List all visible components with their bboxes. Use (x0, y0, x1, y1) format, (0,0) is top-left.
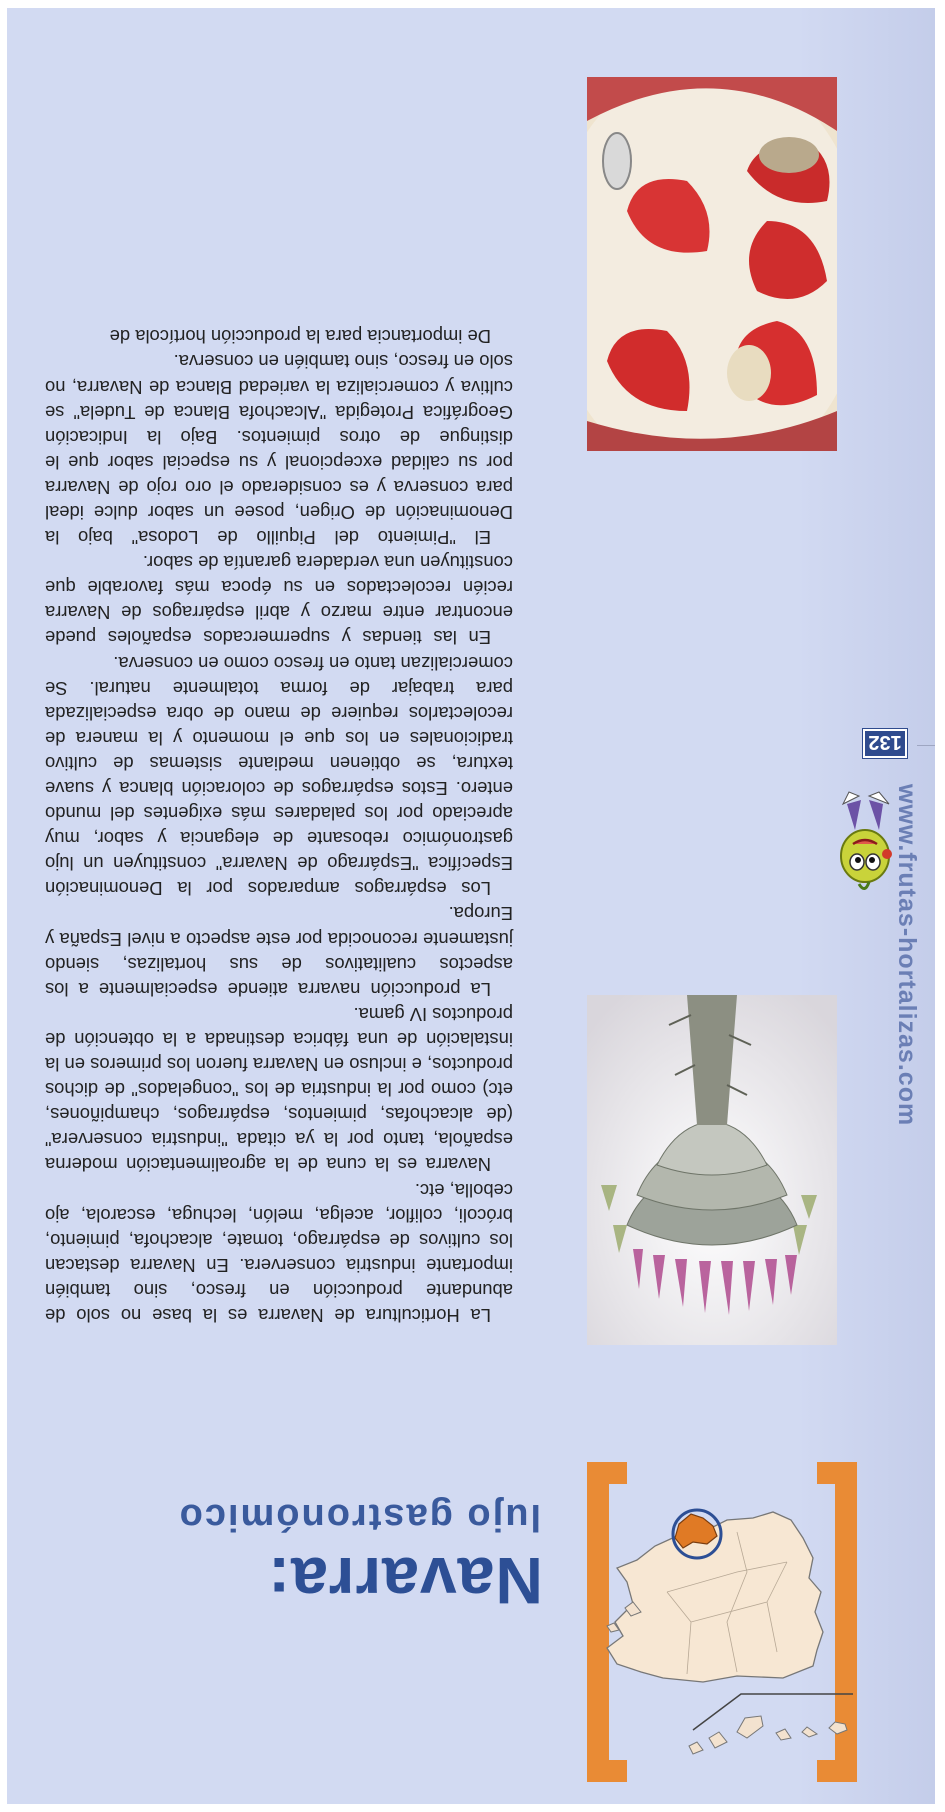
article-body (45, 324, 513, 1328)
fold-line (917, 745, 935, 746)
paragraph: De importancia para la producción hortícola de (109, 326, 491, 348)
paragraph: En las tiendas y supermercados españoles puede encontrar entre marzo y abril espárragos de Navarra recién recolectados en su época más favorable que constituyen una verdadera garantía de sabor. (45, 552, 513, 649)
paragraph: Los espárragos amparados por la Denominación Específica "Espárrago de Navarra" constituyen un lujo gastronómico rebosante de elegancia y sabor, muy apreciado por los paladares más exigentes del mundo entero. Estos espárragos de coloración blanca y suave textura, se obtienen mediante sistemas de cultivo tradicionales en los que el momento y la manera de recolectarlos requiere de mano de obra especializada para trabajar de forma totalmente natural. Se comercializan tanto en fresco como en conserva. (45, 652, 513, 900)
paragraph: Navarra es la cuna de la agroalimentación moderna española, tanto por la ya citada "industria conservera" (de alcachofas, pimientos, espárragos, champiñones, etc) como por la industria de los "congelados" de dichos productos, e incluso en Navarra fueron los primeros en la instalación de una fábrica destinada a la obtención de productos IV gama. (45, 1003, 513, 1176)
paragraph: El "Pimiento del Piquillo de Lodosa" bajo la Denominación de Origen, posee un sabor dulce ideal para conserva y es considerado el oro rojo de Navarra por su calidad excepcional y su especial sabor que le distingue de otros pimientos. Bajo la Indicación Geográfica Protegida "Alcachofa Blanca de Tudela" se cultiva y comercializa la variedad Blanca de Navarra, no solo en fresco, sino también en conserva. (45, 351, 513, 549)
page-title: Navarra: (267, 1544, 543, 1618)
page-number-badge: 132 (863, 729, 907, 758)
page-subtitle: lujo gastronómico (177, 1496, 541, 1538)
website-url[interactable]: www.frutas-hortalizas.com (893, 784, 921, 1127)
stuffed-peppers-photo (587, 77, 837, 451)
spain-map-icon (557, 1440, 887, 1782)
paragraph: La producción navarra atiende especialmente a los aspectos cualitativos de sus hortalizas, siendo justamente reconocida por este aspecto a nivel España y Europa. (45, 903, 513, 1000)
content-panel (7, 8, 935, 1804)
peppers-image (587, 77, 837, 451)
paragraph: La Horticultura de Navarra es la base no solo de abundante producción en fresco, sino también importante industria conservera. En Navarra destacan los cultivos de espárrago, tomate, alcachofa, pimiento, brócoli, coliflor, acelga, melón, lechuga, escarola, ajo cebolla, etc. (45, 1179, 513, 1326)
artichoke-image (587, 995, 837, 1345)
vegetable-mascot-icon (827, 786, 899, 896)
spain-map (557, 1440, 887, 1782)
artichoke-photo (587, 995, 837, 1345)
